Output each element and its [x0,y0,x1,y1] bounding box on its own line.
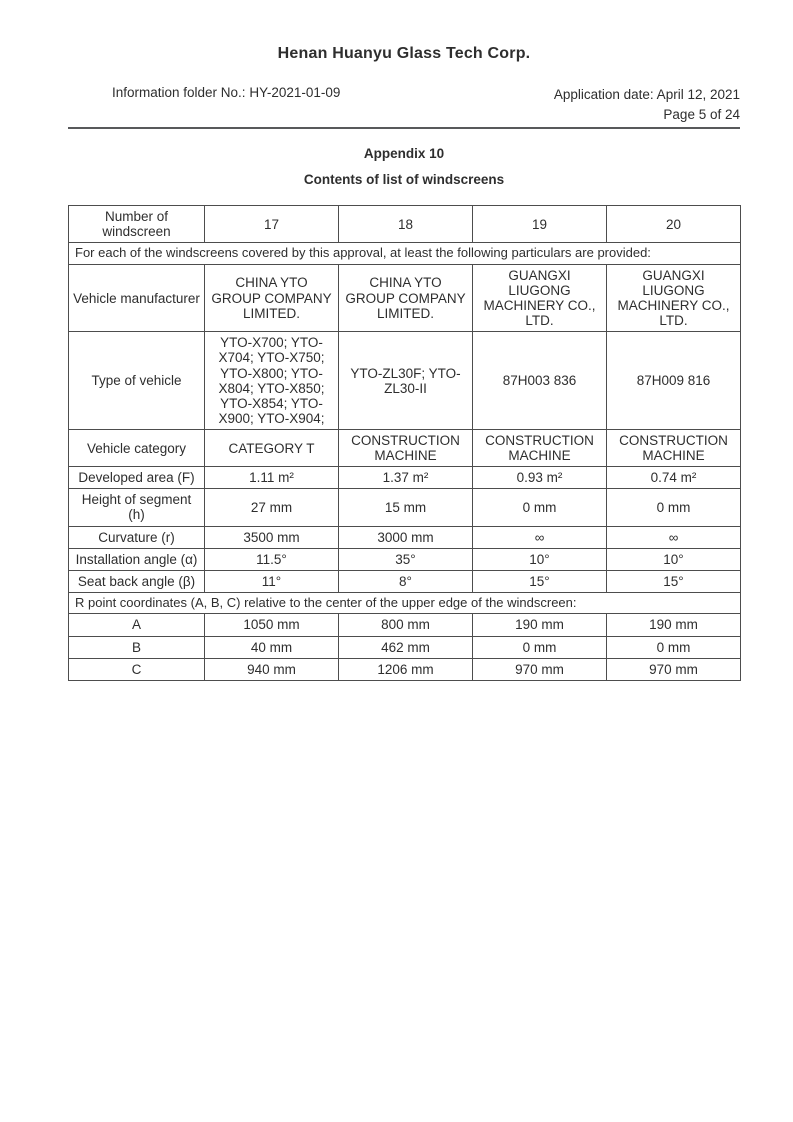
value-cell: CHINA YTO GROUP COMPANY LIMITED. [339,264,473,331]
value-cell: 1.11 m² [205,467,339,489]
row-label-cell: Seat back angle (β) [69,570,205,592]
value-cell: 3000 mm [339,526,473,548]
value-cell: 1050 mm [205,614,339,636]
table-row [69,592,741,614]
value-cell: 800 mm [339,614,473,636]
row-label-cell: Number of windscreen [69,206,205,243]
table-row [69,636,741,658]
document-info-row [68,85,740,124]
value-cell: 190 mm [473,614,607,636]
table-row [69,658,741,680]
value-cell: 11° [205,570,339,592]
value-cell: 8° [339,570,473,592]
value-cell: 27 mm [205,489,339,526]
row-label-cell: Developed area (F) [69,467,205,489]
info-folder-number: Information folder No.: HY-2021-01-09 [112,85,341,100]
application-date: Application date: April 12, 2021 [553,87,740,102]
value-cell: 190 mm [607,614,741,636]
table-row [69,570,741,592]
value-cell: GUANGXI LIUGONG MACHINERY CO., LTD. [607,264,741,331]
value-cell: 940 mm [205,658,339,680]
value-cell: 11.5° [205,548,339,570]
value-cell: 970 mm [473,658,607,680]
value-cell: 10° [607,548,741,570]
row-label-cell: C [69,658,205,680]
table-row [69,467,741,489]
value-cell: CONSTRUCTION MACHINE [607,429,741,466]
value-cell: 3500 mm [205,526,339,548]
value-cell: GUANGXI LIUGONG MACHINERY CO., LTD. [473,264,607,331]
table-row [69,264,741,331]
value-cell: CHINA YTO GROUP COMPANY LIMITED. [205,264,339,331]
row-label-cell: Type of vehicle [69,332,205,430]
appendix-subtitle: Contents of list of windscreens [303,172,505,188]
row-label-cell: Curvature (r) [69,526,205,548]
company-title: Henan Huanyu Glass Tech Corp. [277,45,531,62]
table-row [69,548,741,570]
row-label-cell: A [69,614,205,636]
table-row [69,206,741,243]
value-cell: 17 [205,206,339,243]
value-cell: YTO-ZL30F; YTO-ZL30-II [339,332,473,430]
table-row [69,614,741,636]
value-cell: 0 mm [473,489,607,526]
value-cell: 18 [339,206,473,243]
info-right-block [554,85,740,124]
row-label-cell: Vehicle manufacturer [69,264,205,331]
value-cell: 1206 mm [339,658,473,680]
table-row [69,429,741,466]
value-cell: 15 mm [339,489,473,526]
value-cell: CONSTRUCTION MACHINE [473,429,607,466]
row-label-cell: B [69,636,205,658]
value-cell: YTO-X700; YTO-X704; YTO-X750; YTO-X800; YTO-X804; YTO-X850; YTO-X854; YTO-X900; YTO-X904; [205,332,339,430]
row-label-cell: Installation angle (α) [69,548,205,570]
value-cell: 0.74 m² [607,467,741,489]
table-row [69,526,741,548]
value-cell: CONSTRUCTION MACHINE [339,429,473,466]
value-cell: ∞ [473,526,607,548]
value-cell: 87H009 816 [607,332,741,430]
value-cell: 462 mm [339,636,473,658]
table-row [69,243,741,265]
value-cell: 10° [473,548,607,570]
windscreens-table [68,205,741,681]
windscreens-table-body [69,206,741,681]
value-cell: 40 mm [205,636,339,658]
table-span-text: R point coordinates (A, B, C) relative to the center of the upper edge of the windscreen: [69,592,741,614]
separator-line [68,127,740,129]
value-cell: CATEGORY T [205,429,339,466]
table-row [69,489,741,526]
value-cell: 0 mm [607,636,741,658]
value-cell: 0 mm [473,636,607,658]
value-cell: 0 mm [607,489,741,526]
value-cell: ∞ [607,526,741,548]
value-cell: 87H003 836 [473,332,607,430]
page-number: Page 5 of 24 [663,106,740,122]
row-label-cell: Height of segment (h) [69,489,205,526]
value-cell: 35° [339,548,473,570]
table-span-text: For each of the windscreens covered by this approval, at least the following particulars are provided: [69,243,741,265]
value-cell: 15° [607,570,741,592]
value-cell: 1.37 m² [339,467,473,489]
value-cell: 20 [607,206,741,243]
appendix-title: Appendix 10 [363,146,445,162]
value-cell: 19 [473,206,607,243]
table-row [69,332,741,430]
value-cell: 15° [473,570,607,592]
value-cell: 970 mm [607,658,741,680]
value-cell: 0.93 m² [473,467,607,489]
row-label-cell: Vehicle category [69,429,205,466]
